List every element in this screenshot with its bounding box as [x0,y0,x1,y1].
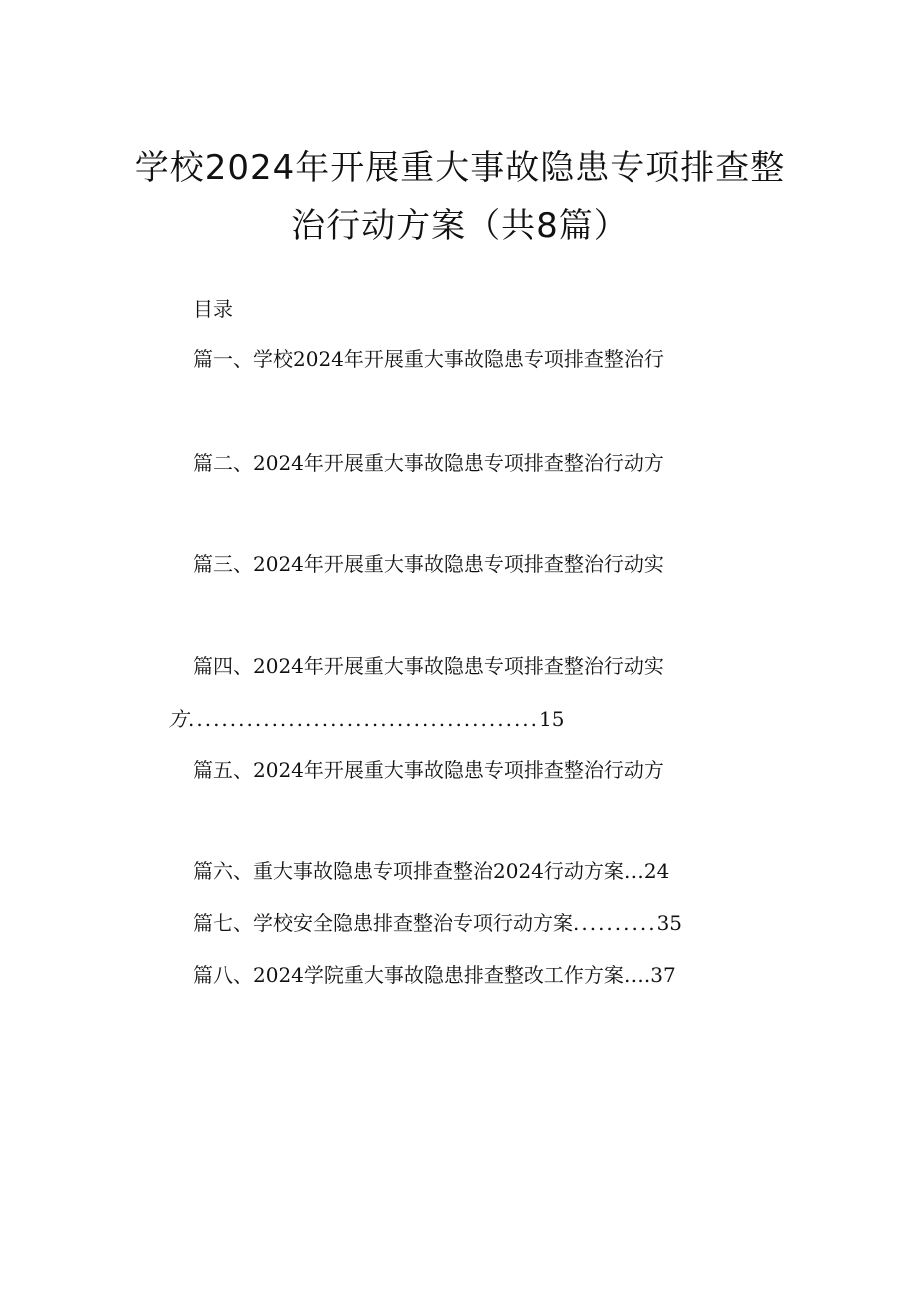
toc-item-1-text: 篇一、学校2024年开展重大事故隐患专项排查整治行 [193,347,664,371]
toc-item-7-leader: .......... [573,911,657,935]
toc-item-8-text: 篇八、2024学院重大事故隐患排查整改工作方案… [193,963,644,987]
toc-item-4-text: 篇四、2024年开展重大事故隐患专项排查整治行动实 [193,654,664,678]
toc-item-6-text: 篇六、重大事故隐患专项排查整治2024行动方案… [193,859,644,883]
toc-item-5-text: 篇五、2024年开展重大事故隐患专项排查整治行动方 [193,758,664,782]
toc-item-6-page: 24 [643,859,670,883]
toc-item-5[interactable] [193,757,664,783]
toc-item-4[interactable] [193,653,664,679]
toc-item-8-leader: . [643,963,651,987]
toc-item-3[interactable] [193,551,664,577]
toc-item-8[interactable] [193,962,676,988]
toc-item-7-page: 35 [656,911,683,935]
toc-item-7[interactable] [193,910,682,936]
toc-item-2[interactable] [193,450,664,476]
toc-item-2-text: 篇二、2024年开展重大事故隐患专项排查整治行动方 [193,451,664,475]
document-title-line-2: 治行动方案（共8篇） [291,206,629,246]
toc-item-4-leader: .......................................... [188,707,540,731]
toc-item-3-text: 篇三、2024年开展重大事故隐患专项排查整治行动实 [193,552,664,576]
toc-item-1[interactable] [193,346,664,372]
toc-item-8-page: 37 [650,963,676,987]
toc-item-6[interactable] [193,858,669,884]
document-title-line-1: 学校2024年开展重大事故隐患专项排查整 [134,148,786,188]
toc-heading: 目录 [193,297,233,321]
toc-item-4-continuation[interactable] [168,706,564,732]
toc-item-4-continuation-text: 方 [168,707,188,731]
toc-item-7-text: 篇七、学校安全隐患排查整治专项行动方案 [193,911,573,935]
toc-item-4-page: 15 [539,707,565,731]
